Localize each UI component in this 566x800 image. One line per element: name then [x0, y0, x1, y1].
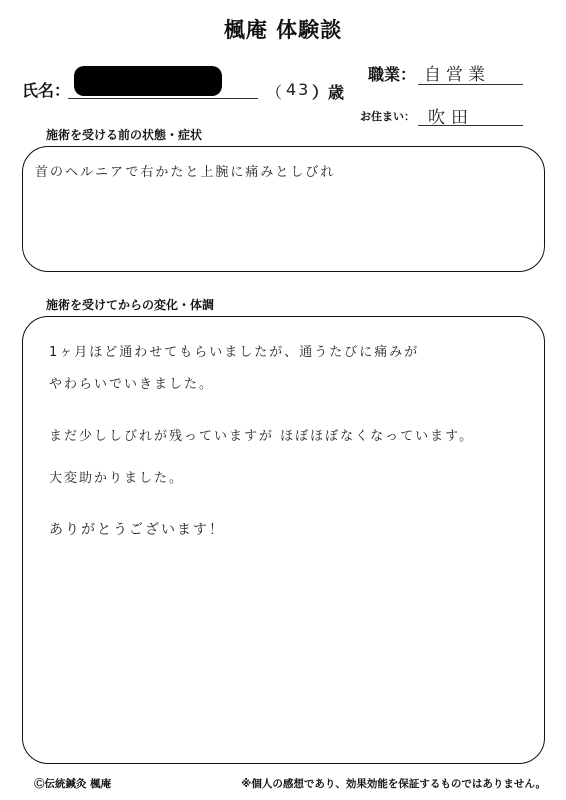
name-label: 氏名： — [22, 81, 71, 100]
footer-copyright: Ⓒ伝統鍼灸 楓庵 — [34, 778, 112, 790]
after-line: 1ヶ月ほど通わせてもらいましたが、通うたびに痛みが — [49, 345, 420, 360]
residence-underline — [418, 125, 523, 126]
footer-disclaimer: ※個人の感想であり、効果効能を保証するものではありません。 — [241, 778, 546, 790]
occupation-label: 職業： — [368, 65, 417, 84]
residence-value: 吹田 — [428, 108, 474, 128]
after-line: 大変助かりました。 — [49, 471, 185, 486]
name-redaction — [74, 66, 222, 96]
after-line: まだ少ししびれが残っていますが ほぼほぼなくなっています。 — [49, 429, 475, 444]
occupation-value: 自営業 — [424, 65, 490, 85]
after-line: やわらいでいきました。 — [49, 377, 215, 392]
residence-label: お住まい： — [360, 110, 415, 123]
page-title: 楓庵 体験談 — [223, 18, 343, 42]
before-heading: 施術を受ける前の状態・症状 — [46, 128, 203, 142]
after-line: ありがとうございます！ — [49, 522, 225, 538]
after-heading: 施術を受けてからの変化・体調 — [46, 298, 215, 312]
age-open-paren: （ — [266, 83, 283, 102]
before-line: 首のヘルニアで右かたと上腕に痛みとしびれ — [35, 165, 336, 180]
age-value: 43 — [286, 80, 311, 99]
occupation-underline — [418, 84, 523, 85]
before-box — [22, 146, 545, 272]
age-close-label: ）歳 — [312, 83, 345, 102]
after-box — [22, 316, 545, 764]
name-underline — [68, 98, 258, 99]
